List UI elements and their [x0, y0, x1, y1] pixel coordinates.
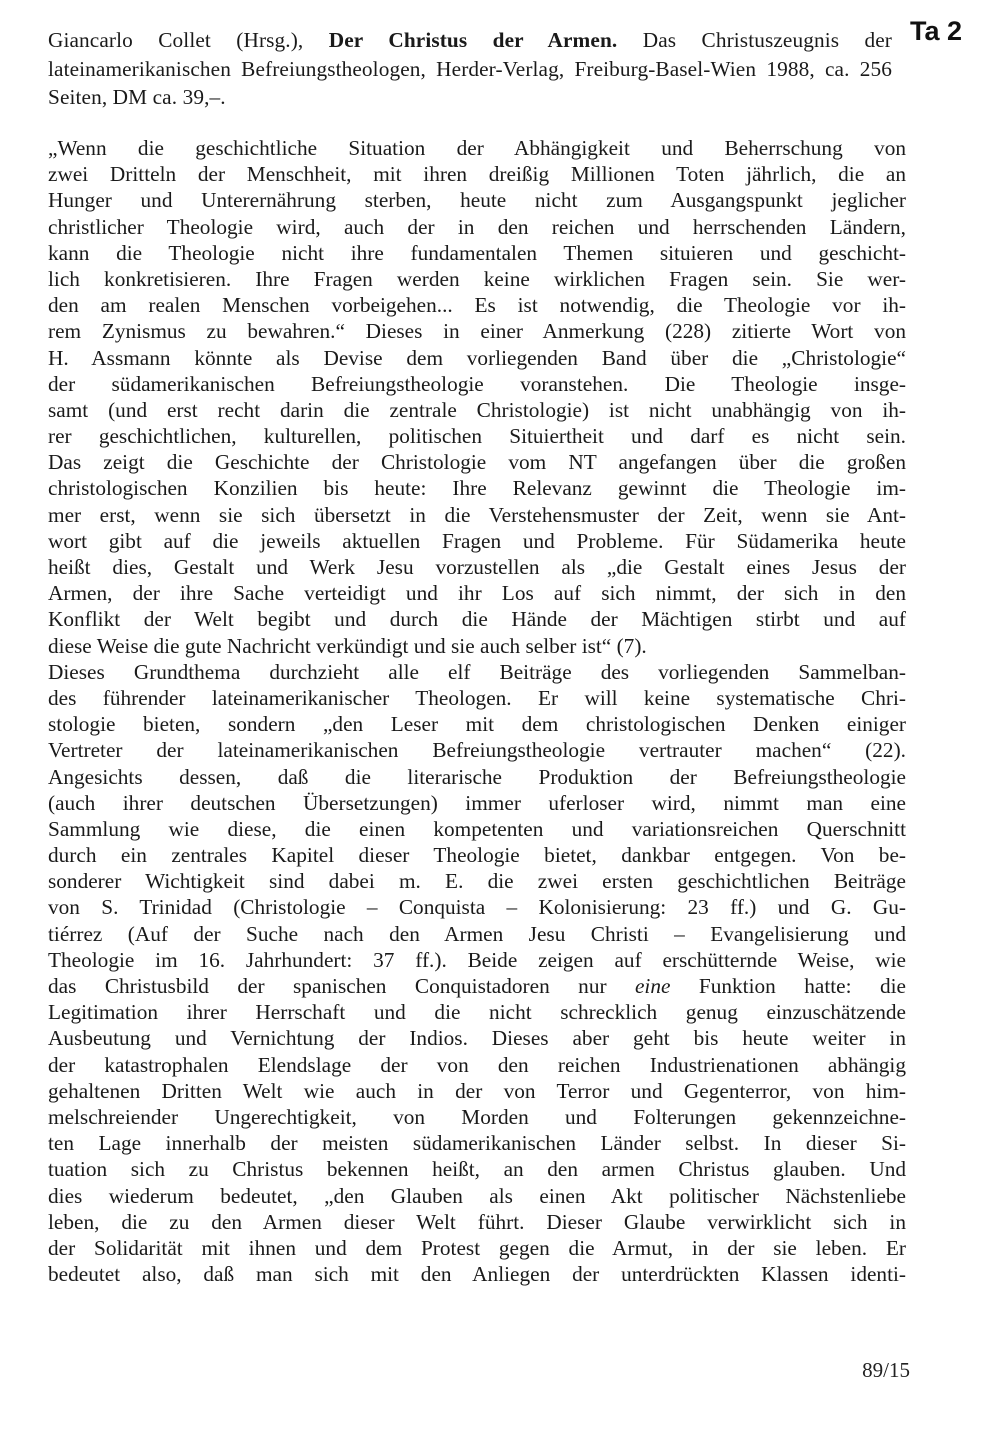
text-line: bedeutet also, daß man sich mit den Anliegen der unterdrückten Klassen identi- [48, 1262, 906, 1287]
text-line: der südamerikanischen Befreiungstheologie voranstehen. Die Theologie insge- [48, 371, 906, 396]
text-line: wort gibt auf die jeweils aktuellen Fragen und Probleme. Für Südamerika heute [48, 528, 906, 553]
text-line: von S. Trinidad (Christologie – Conquista – Kolonisierung: 23 ff.) und G. Gu- [48, 895, 906, 920]
text-line: Armen, der ihre Sache verteidigt und ihr Los auf sich nimmt, der sich in den [48, 581, 906, 606]
text-line: samt (und erst recht darin die zentrale Christologie) ist nicht unabhängig von ih- [48, 397, 906, 422]
text-line: Angesichts dessen, daß die literarische Produktion der Befreiungstheologie [48, 764, 906, 789]
text-line: kann die Theologie nicht ihre fundamentalen Themen situieren und geschicht- [48, 240, 906, 265]
text-line: H. Assmann könnte als Devise dem vorliegenden Band über die „Christologie“ [48, 345, 906, 370]
text-line: „Wenn die geschichtliche Situation der Abhängigkeit und Beherrschung von [48, 136, 906, 160]
text-line: rer geschichtlichen, kulturellen, politischen Situiertheit und darf es nicht sein. [48, 424, 906, 449]
text-line: den am realen Menschen vorbeigehen... Es ist notwendig, die Theologie vor ih- [48, 293, 906, 318]
text-line: (auch ihrer deutschen Übersetzungen) immer uferloser wird, nimmt man eine [48, 790, 906, 815]
text-line: stologie bieten, sondern „den Leser mit dem christologischen Denken einiger [48, 712, 906, 737]
text-line: mer erst, wenn sie sich übersetzt in die Verstehensmuster der Zeit, wenn sie Ant- [48, 502, 906, 527]
text-line: lich konkretisieren. Ihre Fragen werden keine wirklichen Fragen sein. Sie wer- [48, 266, 906, 291]
section-tag: Ta 2 [909, 16, 962, 46]
citation-title: Der Christus der Armen. [328, 28, 618, 52]
text-line: zwei Dritteln der Menschheit, mit ihren dreißig Millionen Toten jährlich, die an [48, 162, 906, 187]
text-line: Dieses Grundthema durchzieht alle elf Beiträge des vorliegenden Sammelban- [48, 659, 906, 684]
text-line: durch ein zentrales Kapitel dieser Theologie bietet, dankbar entgegen. Von be- [48, 843, 906, 868]
citation-header [48, 26, 892, 112]
text-line: sonderer Wichtigkeit sind dabei m. E. die zwei ersten geschichtlichen Beiträge [48, 869, 906, 894]
text-line: Konflikt der Welt begibt und durch die Hände der Mächtigen stirbt und auf [48, 607, 906, 632]
citation-details: Das Christuszeugnis der lateinamerikanischen Befreiungstheologen, Herder-Verlag, Freiburg-Basel-Wien 1988, ca. 256 Seiten, DM ca. 39,–. [48, 28, 892, 109]
text-line: Legitimation ihrer Herrschaft und die nicht schrecklich genug einzuschätzende [48, 1000, 906, 1025]
text-line: tiérrez (Auf der Suche nach den Armen Jesu Christi – Evangelisierung und [48, 921, 906, 946]
text-line: Hunger und Unterernährung sterben, heute nicht zum Ausgangspunkt jeglicher [48, 188, 906, 213]
text-line: das Christusbild der spanischen Conquistadoren nur eine Funktion hatte: die [48, 974, 906, 998]
text-line: leben, die zu den Armen dieser Welt führt. Dieser Glaube verwirklicht sich in [48, 1209, 906, 1234]
text-line: tuation sich zu Christus bekennen heißt, an den armen Christus glauben. Und [48, 1157, 906, 1182]
text-line: christlicher Theologie wird, auch der in den reichen und herrschenden Ländern, [48, 214, 906, 239]
text-line: Ausbeutung und Vernichtung der Indios. Dieses aber geht bis heute weiter in [48, 1026, 906, 1051]
citation-author: Giancarlo Collet (Hrsg.), [48, 28, 304, 52]
text-line: Das zeigt die Geschichte der Christologie vom NT angefangen über die großen [48, 450, 906, 475]
text-line: der Solidarität mit ihnen und dem Protest gegen die Armut, in der sie leben. Er [48, 1235, 906, 1260]
text-line: ten Lage innerhalb der meisten südamerikanischen Länder selbst. In dieser Si- [48, 1131, 906, 1156]
text-line: Vertreter der lateinamerikanischen Befreiungstheologie vertrauter machen“ (22). [48, 738, 906, 763]
text-line: gehaltenen Dritten Welt wie auch in der von Terror und Gegenterror, von him- [48, 1078, 906, 1103]
text-line: dies wiederum bedeutet, „den Glauben als einen Akt politischer Nächstenliebe [48, 1183, 906, 1208]
text-line: des führender lateinamerikanischer Theologen. Er will keine systematische Chri- [48, 685, 906, 710]
text-line: der katastrophalen Elendslage der von den reichen Industrienationen abhängig [48, 1052, 906, 1077]
emphasis: eine [634, 974, 671, 998]
text-line: diese Weise die gute Nachricht verkündigt und sie auch selber ist“ (7). [48, 633, 647, 658]
page-number: 89/15 [862, 1358, 910, 1382]
text-line: rem Zynismus zu bewahren.“ Dieses in einer Anmerkung (228) zitierte Wort von [48, 319, 906, 344]
text-line: melschreiender Ungerechtigkeit, von Morden und Folterungen gekennzeichne- [48, 1104, 906, 1129]
text-line: Sammlung wie diese, die einen kompetenten und variationsreichen Querschnitt [48, 816, 906, 841]
text-line: Theologie im 16. Jahrhundert: 37 ff.). Beide zeigen auf erschütternde Weise, wie [48, 947, 906, 972]
review-body [48, 135, 906, 1287]
text-line: heißt dies, Gestalt und Werk Jesu vorzustellen als „die Gestalt eines Jesus der [48, 555, 906, 579]
text-line: christologischen Konzilien bis heute: Ihre Relevanz gewinnt die Theologie im- [48, 476, 906, 501]
